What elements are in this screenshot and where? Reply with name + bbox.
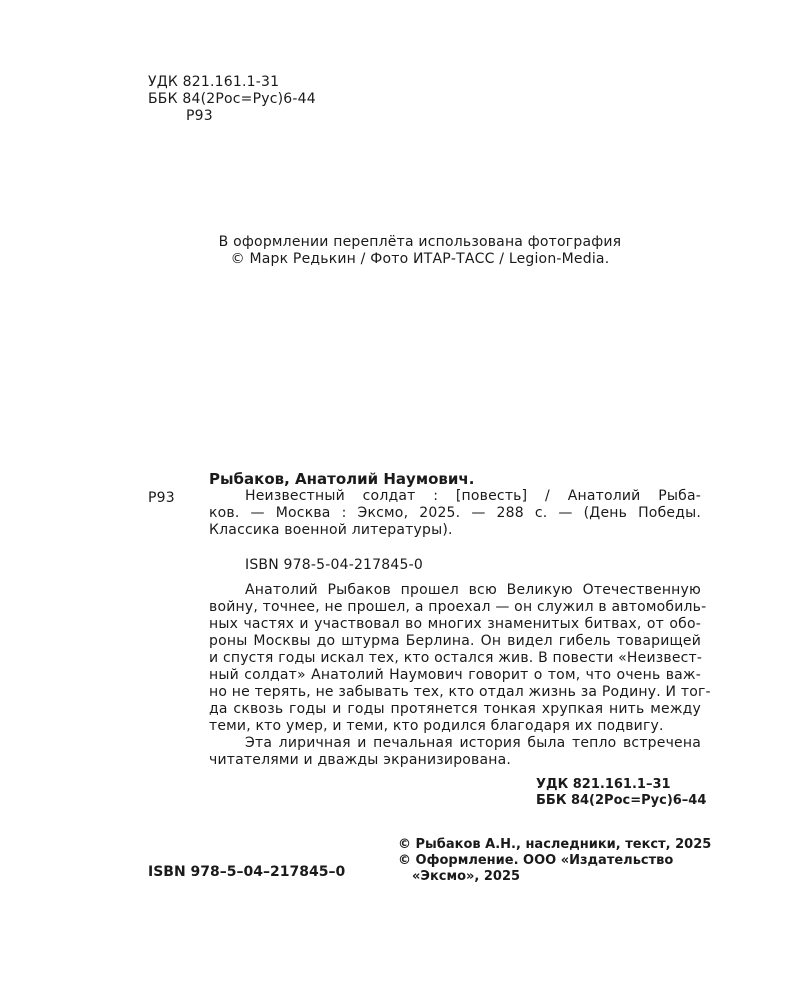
annotation-line: читателями и дважды экранизирована.: [209, 752, 512, 768]
annotation: [209, 582, 711, 769]
annotation-line: ный солдат» Анатолий Наумович говорит о том, что очень важ-: [209, 667, 701, 683]
photo-credit-line-1: В оформлении переплёта использована фотография: [218, 234, 622, 250]
annotation-line: роны Москвы до штурма Берлина. Он видел гибель товарищей: [209, 633, 701, 649]
author-mark: Р93: [186, 108, 213, 124]
bbk-code-bold: ББК 84(2Рос=Рус)6–44: [536, 793, 707, 808]
annotation-line: войну, точнее, не прошел, а проехал — он служил в автомобиль-: [209, 599, 707, 615]
copyright-line-2: © Оформление. ООО «Издательство: [398, 853, 674, 868]
photo-credit: [200, 234, 640, 268]
annotation-line: ных частях и участвовал во многих знаменитых битвах, от обо-: [209, 616, 701, 632]
top-classification-codes: [148, 74, 316, 125]
annotation-line: Анатолий Рыбаков прошел всю Великую Отечественную: [245, 582, 701, 598]
annotation-line: но не терять, не забывать тех, кто отдал жизнь за Родину. И тог-: [209, 684, 711, 700]
bibliographic-description: [209, 488, 701, 539]
annotation-line: Эта лиричная и печальная история была тепло встречена: [245, 735, 701, 751]
biblio-line: Классика военной литературы).: [209, 522, 453, 538]
annotation-line: и спустя годы искал тех, кто остался жив. В повести «Неизвест-: [209, 650, 703, 666]
photo-credit-line-2: © Марк Редькин / Фото ИТАР-ТАСС / Legion-Media.: [230, 251, 610, 267]
copyright-line-1: © Рыбаков А.Н., наследники, текст, 2025: [398, 837, 712, 852]
bold-classification-codes: [536, 777, 706, 809]
copyright-notice: [398, 837, 711, 885]
isbn-bold: ISBN 978–5–04–217845–0: [148, 864, 346, 880]
annotation-line: да сквозь годы и годы протянется тонкая хрупкая нить между: [209, 701, 701, 717]
author-heading: Рыбаков, Анатолий Наумович.: [209, 470, 475, 488]
udk-code: УДК 821.161.1-31: [148, 74, 280, 90]
biblio-line: Неизвестный солдат : [повесть] / Анатолий Рыба-: [245, 488, 701, 504]
udk-code-bold: УДК 821.161.1–31: [536, 777, 671, 792]
author-mark-left: Р93: [148, 490, 175, 506]
annotation-line: теми, кто умер, и теми, кто родился благодаря их подвигу.: [209, 718, 664, 734]
bbk-code: ББК 84(2Рос=Рус)6-44: [148, 91, 316, 107]
copyright-line-3: «Эксмо», 2025: [412, 869, 521, 884]
biblio-line: ков. — Москва : Эксмо, 2025. — 288 с. — (День Победы.: [209, 505, 701, 521]
isbn-record: ISBN 978-5-04-217845-0: [245, 557, 423, 573]
